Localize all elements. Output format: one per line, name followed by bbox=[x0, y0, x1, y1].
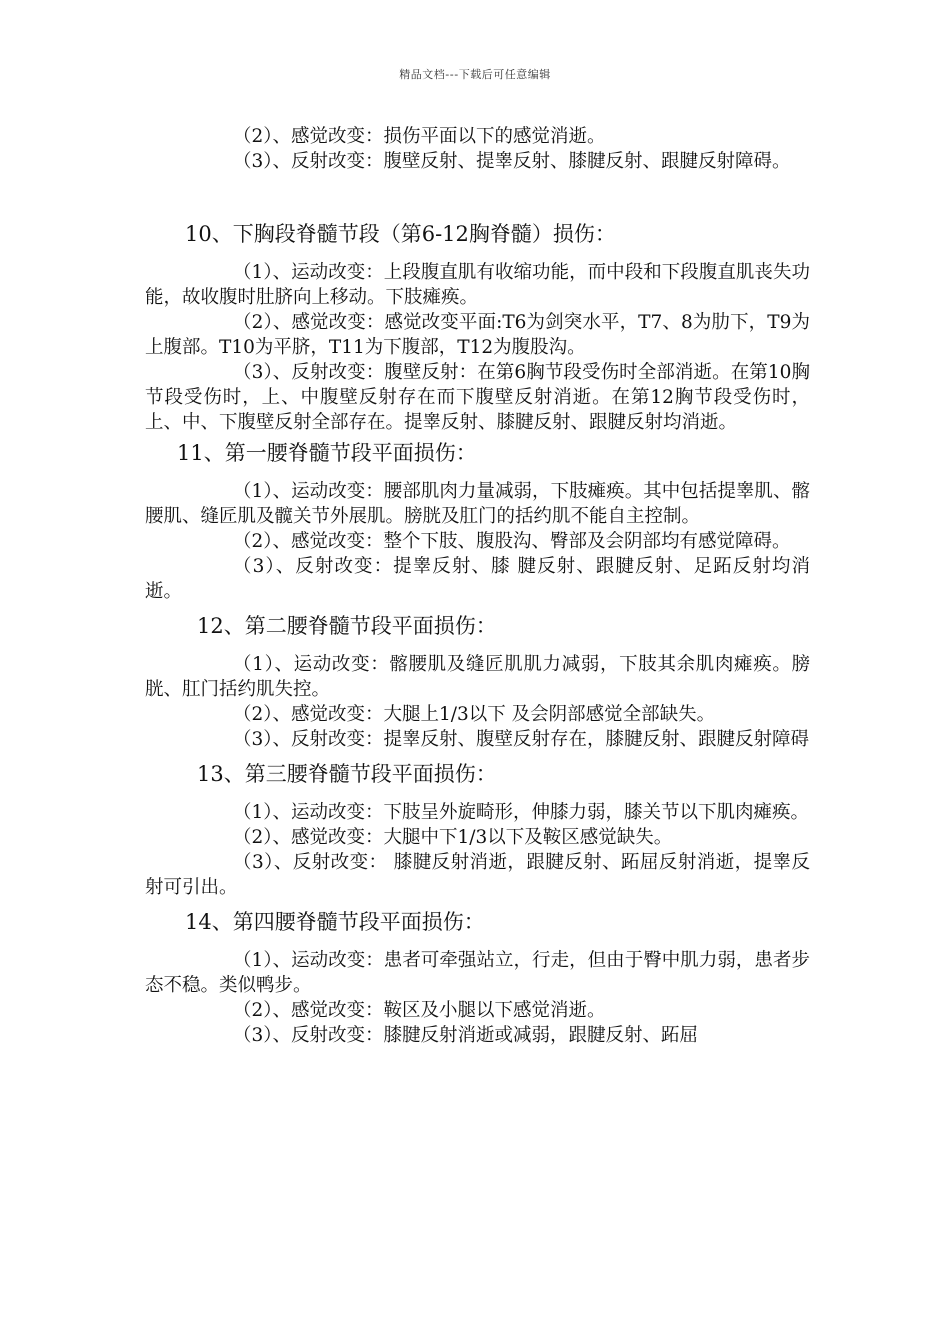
paragraph: （2）、感觉改变：鞍区及小腿以下感觉消逝。 bbox=[233, 1000, 606, 1021]
paragraph: （2）、感觉改变：损伤平面以下的感觉消逝。 bbox=[233, 126, 606, 147]
paragraph: （3）、反射改变：腹壁反射、提睾反射、膝腱反射、跟腱反射障碍。 bbox=[233, 151, 791, 172]
paragraph: （3）、反射改变： 膝腱反射消逝，跟腱反射、跖屈反射消逝，提睾反射可引出。 bbox=[145, 852, 810, 898]
section-heading: 13、第三腰脊髓节段平面损伤： bbox=[197, 762, 497, 786]
paragraph: （2）、感觉改变：感觉改变平面:T6为剑突水平，T7、8为肋下，T9为上腹部。T10为平脐，T11为下腹部，T12为腹股沟。 bbox=[145, 312, 810, 358]
paragraph: （1）、运动改变：髂腰肌及缝匠肌肌力减弱，下肢其余肌肉瘫痪。膀胱、肛门括约肌失控。 bbox=[145, 654, 810, 700]
section-heading: 12、第二腰脊髓节段平面损伤： bbox=[197, 614, 497, 638]
section-heading: 10、下胸段脊髓节段（第6-12胸脊髓）损伤： bbox=[185, 222, 616, 246]
paragraph: （1）、运动改变：下肢呈外旋畸形，伸膝力弱，膝关节以下肌肉瘫痪。 bbox=[233, 802, 810, 823]
paragraph: （3）、反射改变：提睾反射、膝 腱反射、跟腱反射、足跖反射均消逝。 bbox=[145, 556, 810, 602]
paragraph: （2）、感觉改变：大腿上1/3以下 及会阴部感觉全部缺失。 bbox=[233, 704, 716, 725]
section-heading: 14、第四腰脊髓节段平面损伤： bbox=[185, 910, 485, 934]
paragraph: （2）、感觉改变：大腿中下1/3以下及鞍区感觉缺失。 bbox=[233, 827, 673, 848]
paragraph: （1）、运动改变：上段腹直肌有收缩功能，而中段和下段腹直肌丧失功能，故收腹时肚脐向上移动。下肢瘫痪。 bbox=[145, 262, 810, 308]
paragraph: （1）、运动改变：患者可牵强站立，行走，但由于臀中肌力弱，患者步态不稳。类似鸭步。 bbox=[145, 950, 810, 996]
document-body bbox=[145, 124, 810, 1048]
page-header: 精品文档---下载后可任意编辑 bbox=[399, 68, 551, 81]
section-heading: 11、第一腰脊髓节段平面损伤： bbox=[177, 441, 477, 465]
paragraph: （1）、运动改变：腰部肌肉力量减弱，下肢瘫痪。其中包括提睾肌、髂腰肌、缝匠肌及髋关节外展肌。膀胱及肛门的括约肌不能自主控制。 bbox=[145, 481, 810, 527]
paragraph: （3）、反射改变：腹壁反射：在第6胸节段受伤时全部消逝。在第10胸节段受伤时，上、中腹壁反射存在而下腹壁反射消逝。在第12胸节段受伤时，上、中、下腹壁反射全部存在。提睾反射、膝腱反射、跟腱反射均消逝。 bbox=[145, 362, 810, 433]
paragraph: （2）、感觉改变：整个下肢、腹股沟、臀部及会阴部均有感觉障碍。 bbox=[233, 531, 791, 552]
paragraph: （3）、反射改变：膝腱反射消逝或减弱，跟腱反射、跖屈 bbox=[233, 1025, 699, 1046]
paragraph: （3）、反射改变：提睾反射、腹壁反射存在，膝腱反射、跟腱反射障碍 bbox=[233, 729, 810, 750]
